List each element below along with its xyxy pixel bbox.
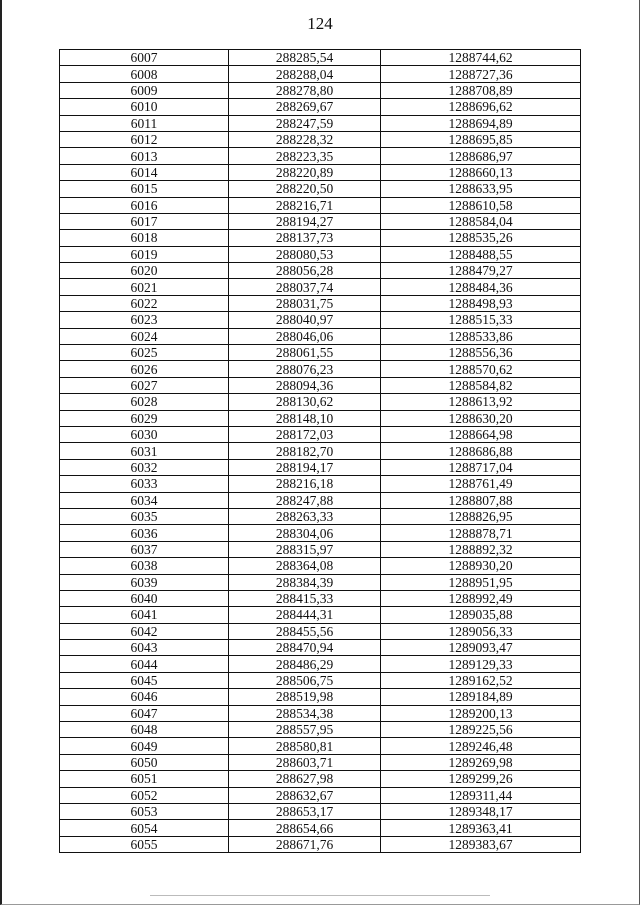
table-row (60, 508, 581, 524)
point-number-cell: 6020 (60, 263, 229, 279)
x-coordinate-cell: 288519,98 (229, 689, 381, 705)
x-coordinate-cell: 288671,76 (229, 836, 381, 852)
x-coordinate-cell: 288269,67 (229, 99, 381, 115)
table-row (60, 803, 581, 819)
table-row (60, 607, 581, 623)
point-number-cell: 6046 (60, 689, 229, 705)
table-row (60, 623, 581, 639)
y-coordinate-cell: 1288633,95 (381, 181, 581, 197)
point-number-cell: 6018 (60, 230, 229, 246)
table-row (60, 722, 581, 738)
y-coordinate-cell: 1288488,55 (381, 246, 581, 262)
y-coordinate-cell: 1289184,89 (381, 689, 581, 705)
y-coordinate-cell: 1289383,67 (381, 836, 581, 852)
point-number-cell: 6039 (60, 574, 229, 590)
y-coordinate-cell: 1288892,32 (381, 541, 581, 557)
table-row (60, 230, 581, 246)
x-coordinate-cell: 288220,50 (229, 181, 381, 197)
point-number-cell: 6026 (60, 361, 229, 377)
x-coordinate-cell: 288304,06 (229, 525, 381, 541)
point-number-cell: 6025 (60, 345, 229, 361)
point-number-cell: 6051 (60, 771, 229, 787)
table-row (60, 345, 581, 361)
point-number-cell: 6022 (60, 295, 229, 311)
table-row (60, 738, 581, 754)
x-coordinate-cell: 288285,54 (229, 50, 381, 66)
x-coordinate-cell: 288056,28 (229, 263, 381, 279)
table-row (60, 246, 581, 262)
y-coordinate-cell: 1288584,04 (381, 213, 581, 229)
y-coordinate-cell: 1288479,27 (381, 263, 581, 279)
point-number-cell: 6045 (60, 672, 229, 688)
table-row (60, 279, 581, 295)
y-coordinate-cell: 1289162,52 (381, 672, 581, 688)
point-number-cell: 6009 (60, 82, 229, 98)
y-coordinate-cell: 1288570,62 (381, 361, 581, 377)
table-row (60, 328, 581, 344)
x-coordinate-cell: 288216,71 (229, 197, 381, 213)
point-number-cell: 6049 (60, 738, 229, 754)
y-coordinate-cell: 1289246,48 (381, 738, 581, 754)
x-coordinate-cell: 288534,38 (229, 705, 381, 721)
y-coordinate-cell: 1289200,13 (381, 705, 581, 721)
table-row (60, 836, 581, 852)
table-row (60, 574, 581, 590)
point-number-cell: 6028 (60, 394, 229, 410)
x-coordinate-cell: 288654,66 (229, 820, 381, 836)
x-coordinate-cell: 288247,88 (229, 492, 381, 508)
table-row (60, 115, 581, 131)
y-coordinate-cell: 1288992,49 (381, 590, 581, 606)
table-row (60, 705, 581, 721)
y-coordinate-cell: 1288696,62 (381, 99, 581, 115)
x-coordinate-cell: 288046,06 (229, 328, 381, 344)
y-coordinate-cell: 1288664,98 (381, 426, 581, 442)
point-number-cell: 6015 (60, 181, 229, 197)
table-row (60, 590, 581, 606)
y-coordinate-cell: 1288533,86 (381, 328, 581, 344)
point-number-cell: 6034 (60, 492, 229, 508)
point-number-cell: 6043 (60, 640, 229, 656)
x-coordinate-cell: 288415,33 (229, 590, 381, 606)
table-row (60, 459, 581, 475)
x-coordinate-cell: 288037,74 (229, 279, 381, 295)
point-number-cell: 6055 (60, 836, 229, 852)
x-coordinate-cell: 288486,29 (229, 656, 381, 672)
x-coordinate-cell: 288031,75 (229, 295, 381, 311)
point-number-cell: 6016 (60, 197, 229, 213)
x-coordinate-cell: 288182,70 (229, 443, 381, 459)
y-coordinate-cell: 1289225,56 (381, 722, 581, 738)
table-row (60, 820, 581, 836)
x-coordinate-cell: 288278,80 (229, 82, 381, 98)
point-number-cell: 6011 (60, 115, 229, 131)
point-number-cell: 6038 (60, 558, 229, 574)
y-coordinate-cell: 1288744,62 (381, 50, 581, 66)
y-coordinate-cell: 1289299,26 (381, 771, 581, 787)
table-body (60, 50, 581, 853)
y-coordinate-cell: 1289269,98 (381, 754, 581, 770)
table-row (60, 50, 581, 66)
table-row (60, 66, 581, 82)
x-coordinate-cell: 288263,33 (229, 508, 381, 524)
point-number-cell: 6037 (60, 541, 229, 557)
x-coordinate-cell: 288455,56 (229, 623, 381, 639)
x-coordinate-cell: 288653,17 (229, 803, 381, 819)
x-coordinate-cell: 288216,18 (229, 476, 381, 492)
table-row (60, 410, 581, 426)
y-coordinate-cell: 1289311,44 (381, 787, 581, 803)
x-coordinate-cell: 288315,97 (229, 541, 381, 557)
point-number-cell: 6050 (60, 754, 229, 770)
x-coordinate-cell: 288040,97 (229, 312, 381, 328)
table-row (60, 492, 581, 508)
x-coordinate-cell: 288603,71 (229, 754, 381, 770)
point-number-cell: 6035 (60, 508, 229, 524)
point-number-cell: 6032 (60, 459, 229, 475)
x-coordinate-cell: 288194,17 (229, 459, 381, 475)
y-coordinate-cell: 1288610,58 (381, 197, 581, 213)
y-coordinate-cell: 1288630,20 (381, 410, 581, 426)
point-number-cell: 6027 (60, 377, 229, 393)
table-row (60, 312, 581, 328)
x-coordinate-cell: 288172,03 (229, 426, 381, 442)
y-coordinate-cell: 1288584,82 (381, 377, 581, 393)
y-coordinate-cell: 1288694,89 (381, 115, 581, 131)
bottom-rule (150, 895, 490, 896)
x-coordinate-cell: 288632,67 (229, 787, 381, 803)
table-row (60, 640, 581, 656)
point-number-cell: 6033 (60, 476, 229, 492)
point-number-cell: 6007 (60, 50, 229, 66)
x-coordinate-cell: 288384,39 (229, 574, 381, 590)
table-row (60, 443, 581, 459)
point-number-cell: 6047 (60, 705, 229, 721)
table-row (60, 525, 581, 541)
table-row (60, 558, 581, 574)
table-row (60, 426, 581, 442)
table-row (60, 263, 581, 279)
table-row (60, 82, 581, 98)
point-number-cell: 6012 (60, 131, 229, 147)
y-coordinate-cell: 1289093,47 (381, 640, 581, 656)
point-number-cell: 6044 (60, 656, 229, 672)
y-coordinate-cell: 1288686,88 (381, 443, 581, 459)
table-row (60, 99, 581, 115)
table-row (60, 148, 581, 164)
x-coordinate-cell: 288148,10 (229, 410, 381, 426)
table-row (60, 197, 581, 213)
point-number-cell: 6024 (60, 328, 229, 344)
y-coordinate-cell: 1289056,33 (381, 623, 581, 639)
point-number-cell: 6041 (60, 607, 229, 623)
y-coordinate-cell: 1288695,85 (381, 131, 581, 147)
table-row (60, 164, 581, 180)
table-row (60, 181, 581, 197)
table-row (60, 476, 581, 492)
y-coordinate-cell: 1289348,17 (381, 803, 581, 819)
y-coordinate-cell: 1288878,71 (381, 525, 581, 541)
y-coordinate-cell: 1288535,26 (381, 230, 581, 246)
x-coordinate-cell: 288080,53 (229, 246, 381, 262)
y-coordinate-cell: 1288613,92 (381, 394, 581, 410)
x-coordinate-cell: 288506,75 (229, 672, 381, 688)
x-coordinate-cell: 288220,89 (229, 164, 381, 180)
table-row (60, 361, 581, 377)
point-number-cell: 6023 (60, 312, 229, 328)
y-coordinate-cell: 1288484,36 (381, 279, 581, 295)
y-coordinate-cell: 1288708,89 (381, 82, 581, 98)
table-row (60, 689, 581, 705)
point-number-cell: 6008 (60, 66, 229, 82)
y-coordinate-cell: 1289129,33 (381, 656, 581, 672)
point-number-cell: 6048 (60, 722, 229, 738)
point-number-cell: 6030 (60, 426, 229, 442)
point-number-cell: 6054 (60, 820, 229, 836)
table-row (60, 771, 581, 787)
point-number-cell: 6040 (60, 590, 229, 606)
coordinates-table (59, 49, 581, 853)
y-coordinate-cell: 1288686,97 (381, 148, 581, 164)
y-coordinate-cell: 1289363,41 (381, 820, 581, 836)
table-row (60, 672, 581, 688)
x-coordinate-cell: 288247,59 (229, 115, 381, 131)
point-number-cell: 6014 (60, 164, 229, 180)
table-row (60, 295, 581, 311)
y-coordinate-cell: 1288727,36 (381, 66, 581, 82)
x-coordinate-cell: 288194,27 (229, 213, 381, 229)
point-number-cell: 6036 (60, 525, 229, 541)
point-number-cell: 6029 (60, 410, 229, 426)
point-number-cell: 6053 (60, 803, 229, 819)
point-number-cell: 6017 (60, 213, 229, 229)
table-row (60, 377, 581, 393)
y-coordinate-cell: 1288660,13 (381, 164, 581, 180)
page-number: 124 (307, 14, 333, 33)
y-coordinate-cell: 1288556,36 (381, 345, 581, 361)
x-coordinate-cell: 288627,98 (229, 771, 381, 787)
x-coordinate-cell: 288137,73 (229, 230, 381, 246)
x-coordinate-cell: 288444,31 (229, 607, 381, 623)
point-number-cell: 6021 (60, 279, 229, 295)
x-coordinate-cell: 288288,04 (229, 66, 381, 82)
y-coordinate-cell: 1289035,88 (381, 607, 581, 623)
point-number-cell: 6013 (60, 148, 229, 164)
table-row (60, 131, 581, 147)
y-coordinate-cell: 1288761,49 (381, 476, 581, 492)
table-row (60, 754, 581, 770)
x-coordinate-cell: 288228,32 (229, 131, 381, 147)
x-coordinate-cell: 288557,95 (229, 722, 381, 738)
x-coordinate-cell: 288061,55 (229, 345, 381, 361)
point-number-cell: 6019 (60, 246, 229, 262)
point-number-cell: 6052 (60, 787, 229, 803)
x-coordinate-cell: 288580,81 (229, 738, 381, 754)
point-number-cell: 6031 (60, 443, 229, 459)
x-coordinate-cell: 288364,08 (229, 558, 381, 574)
table-row (60, 394, 581, 410)
y-coordinate-cell: 1288951,95 (381, 574, 581, 590)
y-coordinate-cell: 1288930,20 (381, 558, 581, 574)
table-row (60, 541, 581, 557)
x-coordinate-cell: 288223,35 (229, 148, 381, 164)
y-coordinate-cell: 1288498,93 (381, 295, 581, 311)
x-coordinate-cell: 288094,36 (229, 377, 381, 393)
y-coordinate-cell: 1288826,95 (381, 508, 581, 524)
x-coordinate-cell: 288076,23 (229, 361, 381, 377)
y-coordinate-cell: 1288717,04 (381, 459, 581, 475)
table-row (60, 787, 581, 803)
point-number-cell: 6010 (60, 99, 229, 115)
x-coordinate-cell: 288130,62 (229, 394, 381, 410)
table-row (60, 213, 581, 229)
point-number-cell: 6042 (60, 623, 229, 639)
y-coordinate-cell: 1288807,88 (381, 492, 581, 508)
y-coordinate-cell: 1288515,33 (381, 312, 581, 328)
table-row (60, 656, 581, 672)
x-coordinate-cell: 288470,94 (229, 640, 381, 656)
